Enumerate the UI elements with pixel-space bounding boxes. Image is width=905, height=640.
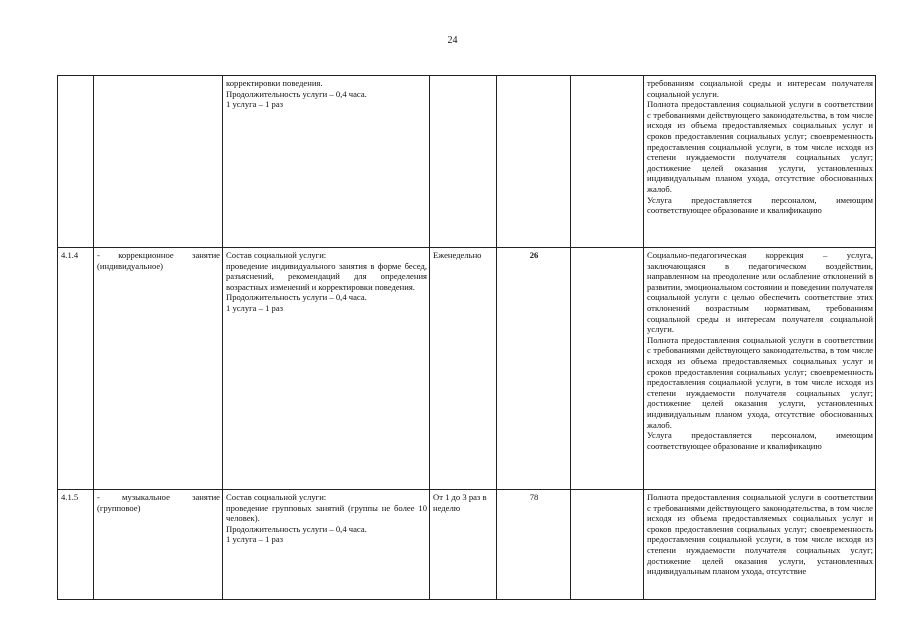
service-count: 78 — [497, 490, 571, 600]
content-line: Продолжительность услуги – 0,4 часа. — [226, 292, 367, 303]
table-row — [58, 248, 876, 490]
service-count — [497, 76, 571, 248]
service-content — [223, 76, 430, 248]
content-line: Продолжительность услуги – 0,4 часа. — [226, 523, 367, 534]
quality-paragraph: Услуга предоставляется персоналом, имеющим соответствующее образование и квалификацию — [647, 194, 873, 216]
quality-paragraph: Полнота предоставления социальной услуги в соответствии с требованиями действующего законодательства, в том числе исходя из объема предоставляемых социальных услуг и сроков предоставления социальных услуг; своевременность предоставления социальной услуги, в том числе исходя из степени нуждаемости получателя социальных услуг; достижение целей оказания услуги, установленных индивидуальным планом ухода, отсутствие обоснованных жалоб. — [647, 99, 873, 194]
table-row — [58, 490, 876, 600]
empty-cell — [571, 490, 644, 600]
content-line: 1 услуга – 1 раз — [226, 534, 284, 545]
quality-paragraph: Услуга предоставляется персоналом, имеющим соответствующее образование и квалификацию — [647, 430, 873, 451]
row-number: 4.1.4 — [58, 248, 94, 490]
service-name: - коррекционное занятие (индивидуальное) — [94, 248, 223, 490]
content-line: корректировки поведения. — [226, 78, 323, 88]
service-name: - музыкальное занятие (групповое) — [94, 490, 223, 600]
service-content — [223, 490, 430, 600]
service-period: От 1 до 3 раз в неделю — [430, 490, 497, 600]
row-number: 4.1.5 — [58, 490, 94, 600]
content-line: Продолжительность услуги – 0,4 часа. — [226, 88, 367, 99]
empty-cell — [571, 248, 644, 490]
content-line: проведение индивидуального занятия в форме бесед, разъяснений, рекомендаций для определения возрастных изменений и корректировки поведения. — [226, 260, 427, 292]
service-count: 26 — [497, 248, 571, 490]
content-line: Состав социальной услуги: — [226, 492, 327, 502]
services-table — [57, 75, 876, 600]
service-content — [223, 248, 430, 490]
service-name — [94, 76, 223, 248]
content-line: 1 услуга – 1 раз — [226, 99, 284, 110]
empty-cell — [571, 76, 644, 248]
quality-paragraph: Полнота предоставления социальной услуги в соответствии с требованиями действующего законодательства, в том числе исходя из объема предоставляемых социальных услуг и сроков предоставления социальных услуг; своевременность предоставления социальной услуги, в том числе исходя из степени нуждаемости получателя социальных услуг; достижение целей оказания услуги, установленных индивидуальным планом ухода, отсутствие обоснованных жалоб. — [647, 334, 873, 430]
content-line: 1 услуга – 1 раз — [226, 302, 284, 313]
quality-criteria — [644, 248, 876, 490]
quality-criteria — [644, 76, 876, 248]
row-number — [58, 76, 94, 248]
page-number: 24 — [447, 35, 458, 46]
quality-paragraph: требованиям социальной среды и интересам получателя социальной услуги. — [647, 78, 873, 99]
content-line: проведение групповых занятий (группы не более 10 человек). — [226, 502, 427, 524]
quality-paragraph: Социально-педагогическая коррекция – услуга, заключающаяся в педагогическом воздействии, направленном на преодоление или ослабление отклонений в развитии, эмоциональном состоянии и поведении получателя социальной услуги с целью обеспечить соответствие этих отклонений возрастным нормативам, требованиям социальной среды и интересам получателя социальной услуги. — [647, 250, 873, 335]
table-row — [58, 76, 876, 248]
quality-paragraph: Полнота предоставления социальной услуги в соответствии с требованиями действующего законодательства, в том числе исходя из объема предоставляемых социальных услуг и сроков предоставления социальных услуг; своевременность предоставления социальной услуги, в том числе исходя из степени нуждаемости получателя социальных услуг; достижение целей оказания услуги, установленных индивидуальным планом ухода, отсутствие — [647, 492, 873, 577]
content-line: Состав социальной услуги: — [226, 250, 327, 260]
service-period: Еженедельно — [430, 248, 497, 490]
quality-criteria — [644, 490, 876, 600]
service-period — [430, 76, 497, 248]
